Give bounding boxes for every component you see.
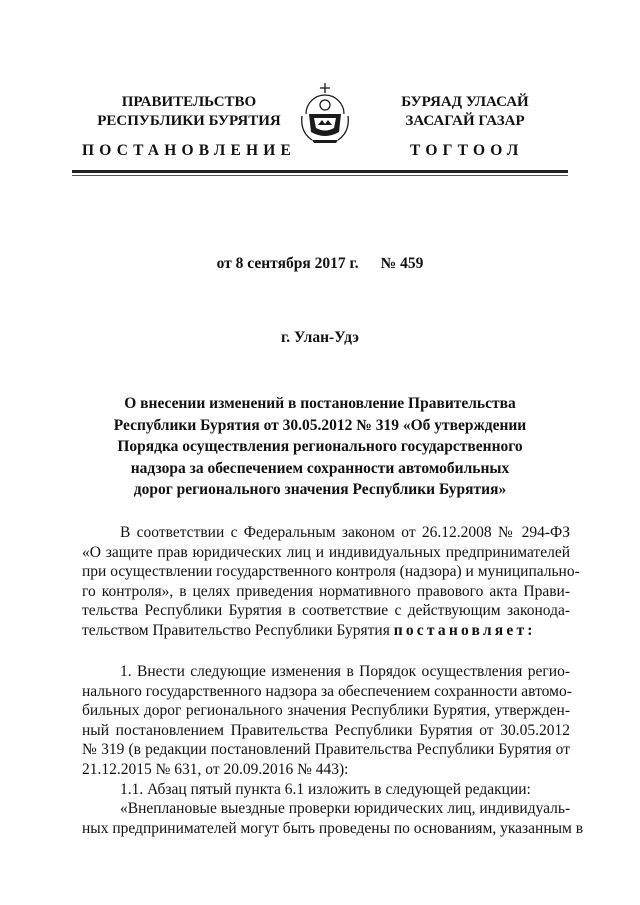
body-line: при осуществлении государственного контроля (надзора) и муниципально- [82, 563, 580, 581]
body-line: 1.1. Абзац пятый пункта 6.1 изложить в следующей редакции: [120, 780, 531, 798]
title-line: О внесении изменений в постановление Правительства [124, 395, 516, 412]
government-name-buryat [375, 93, 555, 131]
title-line: Республики Бурятия от 30.05.2012 № 319 «Об утверждении [113, 416, 527, 434]
government-name-line: БУРЯАД УЛАСАЙ [401, 94, 529, 110]
body-line: ных предпринимателей могут быть проведены по основаниям, указанным в [82, 819, 584, 837]
government-name-russian [96, 93, 282, 131]
header-divider-thin [72, 175, 568, 176]
title-line: надзора за обеспечением сохранности автомобильных [130, 459, 510, 477]
government-name-line: ЗАСАГАЙ ГАЗАР [405, 113, 525, 129]
body-line: бильных дорог регионального значения Республики Бурятия, утвержден- [82, 702, 570, 720]
document-title [100, 393, 540, 501]
title-line: дорог регионального значения Республики Бурятия» [133, 481, 507, 498]
date-and-number [0, 255, 640, 273]
body-line: № 319 (в редакции постановлений Правительства Республики Бурятия от [82, 741, 570, 759]
document-city: г. Улан-Удэ [280, 329, 359, 346]
body-line: тельства Республики Бурятия в соответствие с действующим законода- [82, 602, 570, 620]
preamble-paragraph [82, 523, 580, 641]
body-line: го контроля», в целях приведения нормативного правового акта Прави- [82, 582, 570, 600]
body-line: «Внеплановые выездные проверки юридических лиц, индивидуаль- [120, 800, 571, 818]
amendments-section [82, 662, 584, 838]
body-line: нального государственного надзора за обеспечением сохранности автомо- [82, 682, 572, 700]
document-type-buryat: ТОГТООЛ [410, 142, 524, 159]
decree-word: постановляет: [393, 621, 536, 639]
document-date: от 8 сентября 2017 г. [216, 255, 359, 272]
government-name-line: ПРАВИТЕЛЬСТВО [121, 94, 257, 110]
body-line: В соответствии с Федеральным законом от 26.12.2008 № 294-ФЗ [120, 524, 570, 541]
document-number: № 459 [380, 255, 424, 272]
body-line: «О защите прав юридических лиц и индивидуальных предпринимателей [82, 543, 570, 561]
coat-of-arms-icon [296, 80, 354, 144]
body-line [82, 621, 570, 641]
body-line: 21.12.2015 № 631, от 20.09.2016 № 443): [82, 760, 349, 778]
government-name-line: РЕСПУБЛИКИ БУРЯТИЯ [97, 113, 281, 129]
body-line-text: тельством Правительство Республики Бурятия [82, 621, 390, 639]
body-line: ный постановлением Правительства Республики Бурятия от 30.05.2012 [82, 721, 570, 739]
body-line: 1. Внести следующие изменения в Порядок осуществления регио- [120, 663, 570, 680]
document-type-russian: ПОСТАНОВЛЕНИЕ [82, 142, 297, 159]
title-line: Порядка осуществления регионального государственного [117, 438, 523, 455]
header-divider-thick [72, 170, 568, 173]
